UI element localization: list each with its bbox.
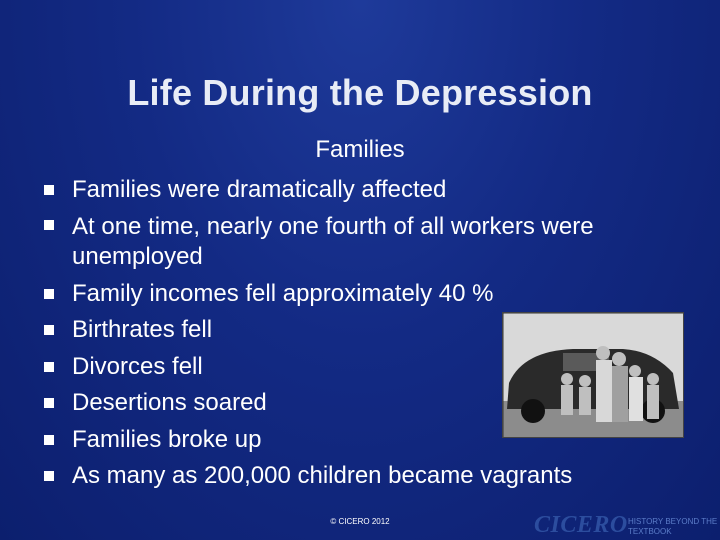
family-photo — [502, 312, 684, 438]
slide-subtitle: Families — [315, 136, 405, 163]
logo-tagline: HISTORY BEYOND THE TEXTBOOK — [628, 517, 718, 536]
bullet-text: Families broke up — [72, 425, 262, 453]
bullet-item — [44, 209, 694, 276]
bullet-text: Divorces fell — [72, 352, 203, 380]
bullet-text: As many as 200,000 children became vagrants — [72, 462, 573, 489]
square-bullet-icon — [44, 362, 54, 372]
square-bullet-icon — [44, 220, 54, 230]
bullet-item — [44, 458, 694, 495]
bullet-text: Birthrates fell — [72, 316, 213, 343]
square-bullet-icon — [44, 435, 54, 445]
bullet-text: Desertions soared — [72, 389, 267, 416]
bullet-item — [44, 172, 694, 209]
square-bullet-icon — [44, 185, 54, 195]
family-photo-illustration — [503, 313, 684, 438]
bullet-text: At one time, nearly one fourth of all workers were unemployed — [72, 212, 594, 270]
bullet-text: Families were dramatically affected — [72, 176, 447, 203]
bullet-item — [44, 276, 694, 313]
cicero-logo: CICERO — [534, 512, 628, 538]
slide-title: Life During the Depression — [127, 72, 593, 113]
square-bullet-icon — [44, 289, 54, 299]
square-bullet-icon — [44, 325, 54, 335]
copyright-text: © CICERO 2012 — [330, 517, 390, 526]
bullet-text: Family incomes fell approximately 40 % — [72, 279, 494, 307]
square-bullet-icon — [44, 471, 54, 481]
square-bullet-icon — [44, 398, 54, 408]
